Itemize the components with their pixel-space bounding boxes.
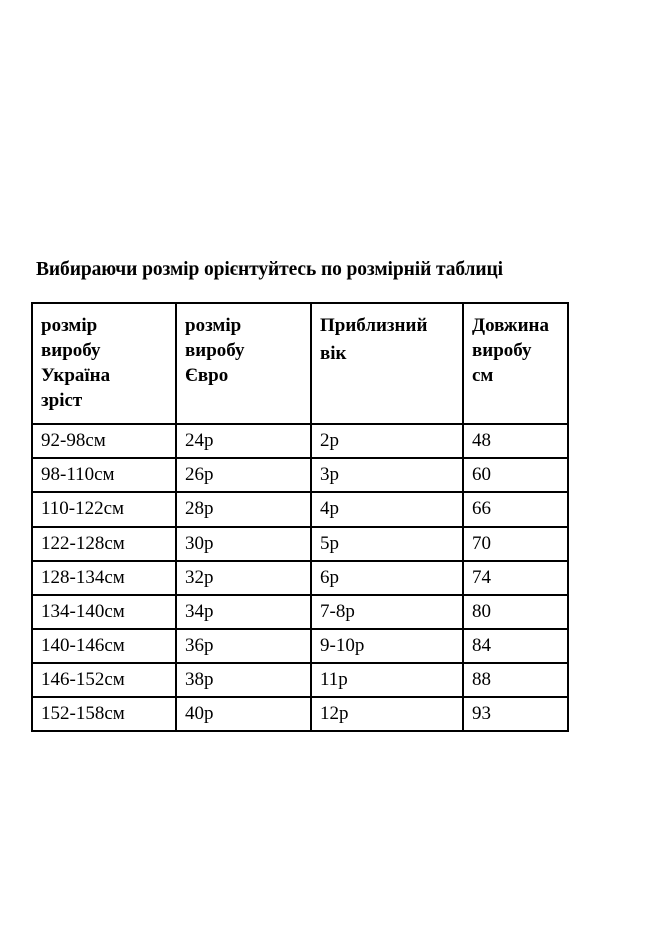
cell-euro-size: 26р <box>176 458 311 492</box>
cell-approx-age: 6р <box>311 561 463 595</box>
header-line: виробу <box>41 340 101 362</box>
header-line: Україна <box>41 365 111 387</box>
cell-approx-age: 9-10р <box>311 629 463 663</box>
header-line: виробу <box>472 340 532 362</box>
cell-euro-size: 28р <box>176 492 311 526</box>
cell-ukraine-size: 146-152см <box>32 663 176 697</box>
header-line: зріст <box>41 390 83 412</box>
header-line: розмір <box>185 315 242 336</box>
cell-approx-age: 3р <box>311 458 463 492</box>
cell-euro-size: 34р <box>176 595 311 629</box>
cell-length: 80 <box>463 595 568 629</box>
column-header-ukraine-size <box>32 303 176 424</box>
cell-length: 48 <box>463 424 568 458</box>
cell-length: 84 <box>463 629 568 663</box>
table-row <box>32 458 568 492</box>
column-header-approx-age <box>311 303 463 424</box>
cell-ukraine-size: 134-140см <box>32 595 176 629</box>
cell-euro-size: 36р <box>176 629 311 663</box>
cell-length: 74 <box>463 561 568 595</box>
size-table-body <box>32 424 568 731</box>
header-line: Євро <box>185 365 229 387</box>
cell-euro-size: 30р <box>176 527 311 561</box>
table-row <box>32 561 568 595</box>
cell-ukraine-size: 140-146см <box>32 629 176 663</box>
size-table-head <box>32 303 568 424</box>
cell-ukraine-size: 128-134см <box>32 561 176 595</box>
column-header-euro-size <box>176 303 311 424</box>
cell-length: 70 <box>463 527 568 561</box>
cell-approx-age: 5р <box>311 527 463 561</box>
cell-ukraine-size: 92-98см <box>32 424 176 458</box>
cell-approx-age: 4р <box>311 492 463 526</box>
header-line: вік <box>320 343 347 365</box>
table-row <box>32 663 568 697</box>
header-line: Приблизний <box>320 315 428 336</box>
size-table <box>31 302 569 732</box>
cell-approx-age: 11р <box>311 663 463 697</box>
cell-length: 93 <box>463 697 568 731</box>
table-row <box>32 527 568 561</box>
table-row <box>32 697 568 731</box>
cell-approx-age: 7-8р <box>311 595 463 629</box>
header-line: виробу <box>185 340 245 362</box>
cell-euro-size: 32р <box>176 561 311 595</box>
cell-approx-age: 2р <box>311 424 463 458</box>
size-table-container <box>31 302 567 732</box>
page-title: Вибираючи розмір орієнтуйтесь по розмірній таблиці <box>36 259 503 280</box>
table-row <box>32 629 568 663</box>
cell-euro-size: 38р <box>176 663 311 697</box>
column-header-length <box>463 303 568 424</box>
cell-euro-size: 24р <box>176 424 311 458</box>
cell-length: 60 <box>463 458 568 492</box>
header-line: Довжина <box>472 315 549 336</box>
cell-euro-size: 40р <box>176 697 311 731</box>
cell-approx-age: 12р <box>311 697 463 731</box>
table-bottom-edge-mark <box>31 660 33 684</box>
cell-ukraine-size: 98-110см <box>32 458 176 492</box>
table-row <box>32 492 568 526</box>
table-header-row <box>32 303 568 424</box>
header-line: розмір <box>41 315 98 336</box>
table-row <box>32 595 568 629</box>
cell-ukraine-size: 122-128см <box>32 527 176 561</box>
cell-length: 88 <box>463 663 568 697</box>
cell-ukraine-size: 110-122см <box>32 492 176 526</box>
table-row <box>32 424 568 458</box>
cell-length: 66 <box>463 492 568 526</box>
header-line: см <box>472 365 494 387</box>
cell-ukraine-size: 152-158см <box>32 697 176 731</box>
